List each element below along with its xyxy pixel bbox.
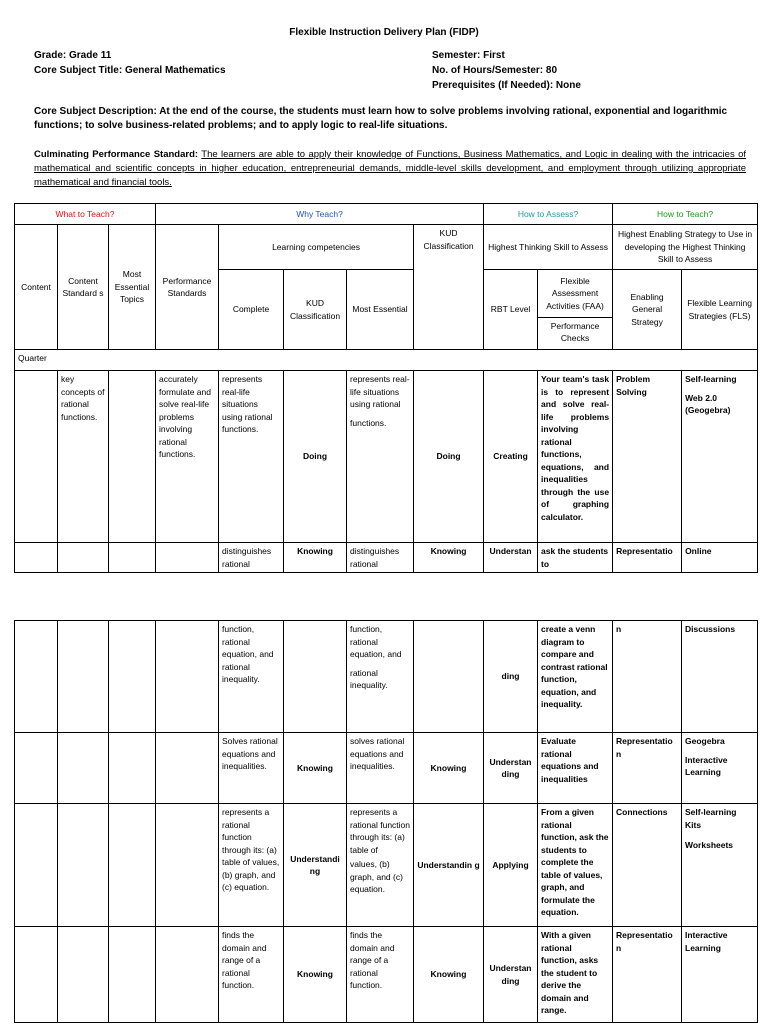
performance-standard-cell xyxy=(156,733,219,804)
most-essential-header: Most Essential xyxy=(347,270,414,350)
essential-topic-cell xyxy=(109,621,156,733)
fls-cell: Interactive Learning xyxy=(682,927,758,1023)
fls-cell: Geogebra Interactive Learning xyxy=(682,733,758,804)
content-cell xyxy=(15,371,58,543)
faa-cell: From a given rational function, ask the students to complete the table of values, graph, and formulate the equation. xyxy=(538,804,613,927)
performance-standard-cell xyxy=(156,927,219,1023)
core-description: Core Subject Description: At the end of the course, the students must learn how to solve problems involving rational, exponential and logarithmic functions; to solve business-related problems; and to apply logic to real-life situations. xyxy=(34,106,728,131)
culminating-text: The learners are able to apply their knowledge of Functions, Business Mathematics, and Logic in dealing with the intricacies of mathematical and scientific concepts in higher education, entrepreneurial demands, middle-level skills development, and employment through utilizing appropriate mathematical and financial tools. xyxy=(34,149,746,188)
complete-cell: represents a rational function through its: (a) table of values, (b) graph, and (c) equation. xyxy=(219,804,284,927)
content-standards-header: Content Standard s xyxy=(58,225,109,350)
complete-cell: Solves rational equations and inequalities. xyxy=(219,733,284,804)
performance-standards-header: Performance Standards xyxy=(156,225,219,350)
subject-label: Core Subject Title: General Mathematics xyxy=(34,65,226,76)
content-header: Content xyxy=(15,225,58,350)
rbt-cell: Understan xyxy=(484,543,538,573)
fidp-table-page2 xyxy=(14,620,758,1023)
rbt-cell: Creating xyxy=(484,371,538,543)
how-to-teach-header: How to Teach? xyxy=(613,204,758,225)
kud-classification-header-2: KUD Classification xyxy=(414,225,484,350)
fls-cell: Discussions xyxy=(682,621,758,733)
complete-cell: finds the domain and range of a rational function. xyxy=(219,927,284,1023)
culminating-label: Culminating Performance Standard: xyxy=(34,149,199,160)
rbt-cell: ding xyxy=(484,621,538,733)
meta-left xyxy=(34,48,226,78)
meta-right xyxy=(432,48,581,93)
culminating-standard xyxy=(34,148,746,190)
kud-classification-header-1: KUD Classification xyxy=(284,270,347,350)
fls-cell: Online xyxy=(682,543,758,573)
faa-cell: create a venn diagram to compare and contrast rational function, equation, and inequality. xyxy=(538,621,613,733)
quarter-row: Quarter xyxy=(15,350,758,371)
performance-standard-cell: accurately formulate and solve real-life problems involving rational functions. xyxy=(156,371,219,543)
kud1-cell: Understandi ng xyxy=(284,804,347,927)
rbt-cell: Understan ding xyxy=(484,733,538,804)
performance-checks-label: Performance Checks xyxy=(550,320,600,343)
kud2-cell xyxy=(414,621,484,733)
why-teach-header: Why Teach? xyxy=(156,204,484,225)
most-essential-cell: solves rational equations and inequalities. xyxy=(347,733,414,804)
most-essential-cell: represents a rational function through its: (a) table of values, (b) graph, and (c) equation. xyxy=(347,804,414,927)
content-cell xyxy=(15,927,58,1023)
essential-topic-cell xyxy=(109,927,156,1023)
document-title: Flexible Instruction Delivery Plan (FIDP) xyxy=(289,27,479,38)
fls-cell: Self-learning Web 2.0 (Geogebra) xyxy=(682,371,758,543)
kud1-cell: Doing xyxy=(284,371,347,543)
essential-topic-cell xyxy=(109,804,156,927)
rbt-level-header: RBT Level xyxy=(484,270,538,350)
faa-label: Flexible Assessment Activities (FAA) xyxy=(538,273,612,318)
most-essential-cell: function, rational equation, and rational inequality. xyxy=(347,621,414,733)
essential-topic-cell xyxy=(109,543,156,573)
complete-cell: distinguishes rational xyxy=(219,543,284,573)
complete-cell: function, rational equation, and rational inequality. xyxy=(219,621,284,733)
semester-label: Semester: First xyxy=(432,50,505,61)
kud2-cell: Knowing xyxy=(414,733,484,804)
content-cell xyxy=(15,543,58,573)
performance-standard-cell xyxy=(156,804,219,927)
essential-topic-cell xyxy=(109,371,156,543)
faa-cell: Evaluate rational equations and inequalities xyxy=(538,733,613,804)
complete-cell: represents real-life situations using rational functions. xyxy=(219,371,284,543)
highest-thinking-header: Highest Thinking Skill to Assess xyxy=(484,225,613,270)
content-standard-cell xyxy=(58,927,109,1023)
kud2-cell: Doing xyxy=(414,371,484,543)
enabling-general-header: Enabling General Strategy xyxy=(613,270,682,350)
kud1-cell: Knowing xyxy=(284,543,347,573)
hours-label: No. of Hours/Semester: 80 xyxy=(432,65,558,76)
highest-enabling-header: Highest Enabling Strategy to Use in developing the Highest Thinking Skill to Assess xyxy=(613,225,758,270)
prereq-label: Prerequisites (If Needed): None xyxy=(432,80,581,91)
kud2-cell: Understandin g xyxy=(414,804,484,927)
how-to-assess-header: How to Assess? xyxy=(484,204,613,225)
faa-header xyxy=(538,270,613,350)
faa-cell: With a given rational function, asks the student to derive the domain and range. xyxy=(538,927,613,1023)
essential-topics-header: Most Essential Topics xyxy=(109,225,156,350)
performance-standard-cell xyxy=(156,543,219,573)
fls-cell: Self-learning Kits Worksheets xyxy=(682,804,758,927)
most-essential-cell: represents real-life situations using rational functions. xyxy=(347,371,414,543)
learning-competencies-header: Learning competencies xyxy=(219,225,414,270)
fls-header: Flexible Learning Strategies (FLS) xyxy=(682,270,758,350)
kud2-cell: Knowing xyxy=(414,543,484,573)
content-standard-cell xyxy=(58,621,109,733)
fidp-table-page1 xyxy=(14,203,758,573)
grade-label: Grade: Grade 11 xyxy=(34,50,112,61)
kud1-cell: Knowing xyxy=(284,927,347,1023)
rbt-cell: Applying xyxy=(484,804,538,927)
essential-topic-cell xyxy=(109,733,156,804)
content-standard-cell xyxy=(58,543,109,573)
strategy-cell: Representatio xyxy=(613,543,682,573)
what-to-teach-header: What to Teach? xyxy=(15,204,156,225)
rbt-cell: Understan ding xyxy=(484,927,538,1023)
strategy-cell: n xyxy=(613,621,682,733)
content-standard-cell xyxy=(58,804,109,927)
complete-header: Complete xyxy=(219,270,284,350)
kud1-cell: Knowing xyxy=(284,733,347,804)
content-cell xyxy=(15,621,58,733)
content-standard-cell: key concepts of rational functions. xyxy=(58,371,109,543)
faa-cell: ask the students to xyxy=(538,543,613,573)
content-cell xyxy=(15,804,58,927)
most-essential-cell: distinguishes rational xyxy=(347,543,414,573)
most-essential-cell: finds the domain and range of a rational function. xyxy=(347,927,414,1023)
faa-cell: Your team's task is to represent and solve real-life problems involving rational functions, equations, and inequalities through the use of graphing calculator. xyxy=(538,371,613,543)
kud2-cell: Knowing xyxy=(414,927,484,1023)
strategy-cell: Representatio n xyxy=(613,927,682,1023)
content-cell xyxy=(15,733,58,804)
content-standard-cell xyxy=(58,733,109,804)
performance-standard-cell xyxy=(156,621,219,733)
strategy-cell: Representatio n xyxy=(613,733,682,804)
strategy-cell: Problem Solving xyxy=(613,371,682,543)
kud1-cell xyxy=(284,621,347,733)
strategy-cell: Connections xyxy=(613,804,682,927)
